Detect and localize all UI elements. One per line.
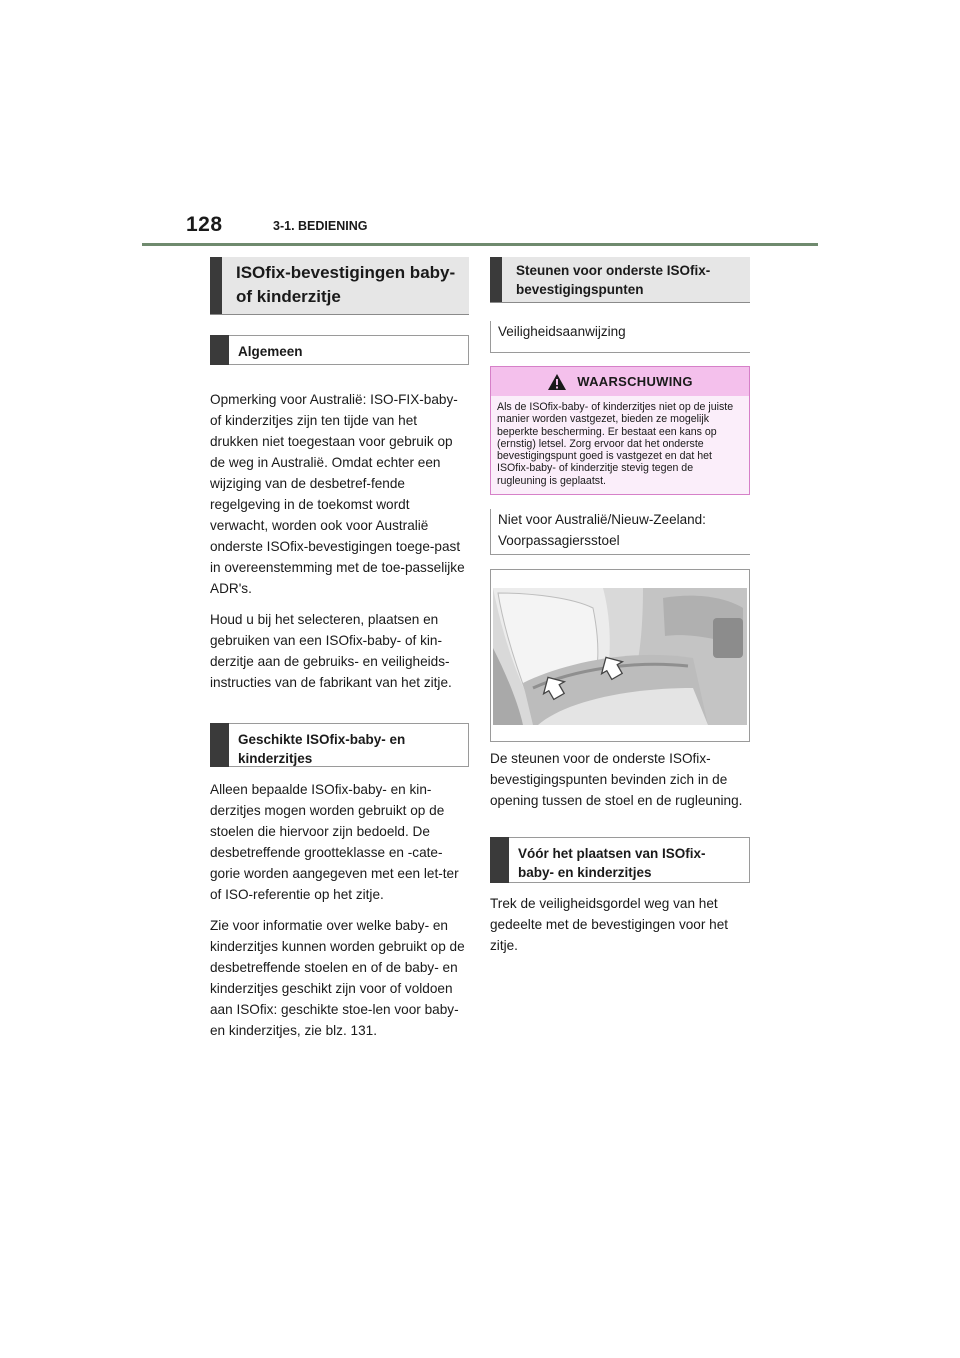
chapter-title: 3-1. BEDIENING <box>273 219 368 233</box>
warning-triangle-icon <box>547 373 567 391</box>
warning-text: Als de ISOfix-baby- of kinderzitjes niet op de juiste manier worden vastgezet, bieden ze mogelijk beperkte bescherming. Er bestaat een kans op (ernstig) letsel. Zorg ervoor dat het onderste bevestigingspunt goed is vastgezet en dat het ISOfix-baby- of kinderzitje stevig tegen de rugleuning is geplaatst. <box>497 401 734 487</box>
safety-instruction-label: Veiligheidsaanwijzing <box>490 321 750 353</box>
left-column <box>210 257 469 1051</box>
section-heading-suitable-seats: Geschikte ISOfix-baby- en kinderzitjes <box>210 723 469 767</box>
paragraph-anchor-location: De steunen voor de onderste ISOfix-bevestigingspunten bevinden zich in de opening tussen de stoel en de rugleuning. <box>490 751 743 809</box>
right-column <box>490 257 750 966</box>
passenger-seat-note: Niet voor Australië/Nieuw-Zeeland: Voorpassagiersstoel <box>490 509 750 555</box>
header-rule <box>142 243 818 246</box>
warning-title: WAARSCHUWING <box>577 374 693 389</box>
section-heading-algemeen: Algemeen <box>210 335 469 365</box>
paragraph-australia-note: Opmerking voor Australië: ISO-FIX-baby- of kinderzitjes zijn ten tijde van het drukken niet toegestaan voor gebruik op de weg in Australië. Omdat echter een wijziging van de desbetref-fende regelgeving in de toekomst wordt verwacht, worden ook voor Australië onderste ISOfix-bevestigingen toege-past in overeenstemming met de toe-passelijke ADR's. <box>210 392 465 596</box>
paragraph-pull-belt: Trek de veiligheidsgordel weg van het gedeelte met de bevestigingen voor het zitje. <box>490 896 729 954</box>
warning-box <box>490 366 750 495</box>
paragraph-certain-seats: Alleen bepaalde ISOfix-baby- en kin-derzitjes mogen worden gebruikt op de stoelen die hiervoor zijn bedoeld. De desbetreffende grootteklasse en -cate-gorie worden aangegeven met een let-ter of ISO-referentie op het zitje. <box>210 782 459 902</box>
paragraph-see-page: Zie voor informatie over welke baby- en kinderzitjes kunnen worden gebruikt op de desbetreffende stoelen en of de baby- en kinderzitjes geschikt zijn voor of voldoen aan ISOfix: geschikte stoe-len voor baby- en kinderzitjes, zie blz. 131. <box>210 918 465 1038</box>
paragraph-manufacturer-instructions: Houd u bij het selecteren, plaatsen en gebruiken van een ISOfix-baby- of kin-derzitje aan de gebruiks- en veiligheids-instructies van de fabrikant van het zitje. <box>210 612 452 690</box>
warning-header <box>491 367 749 396</box>
seat-anchor-illustration <box>490 569 750 742</box>
section-heading-before-fitting: Vóór het plaatsen van ISOfix-baby- en kinderzitjes <box>490 837 750 883</box>
section-heading-anchor-supports: Steunen voor onderste ISOfix-bevestigingspunten <box>490 257 750 303</box>
seat-anchor-image <box>493 588 747 725</box>
page-number: 128 <box>186 213 223 236</box>
main-heading: ISOfix-bevestigingen baby- of kinderzitje <box>210 257 469 315</box>
